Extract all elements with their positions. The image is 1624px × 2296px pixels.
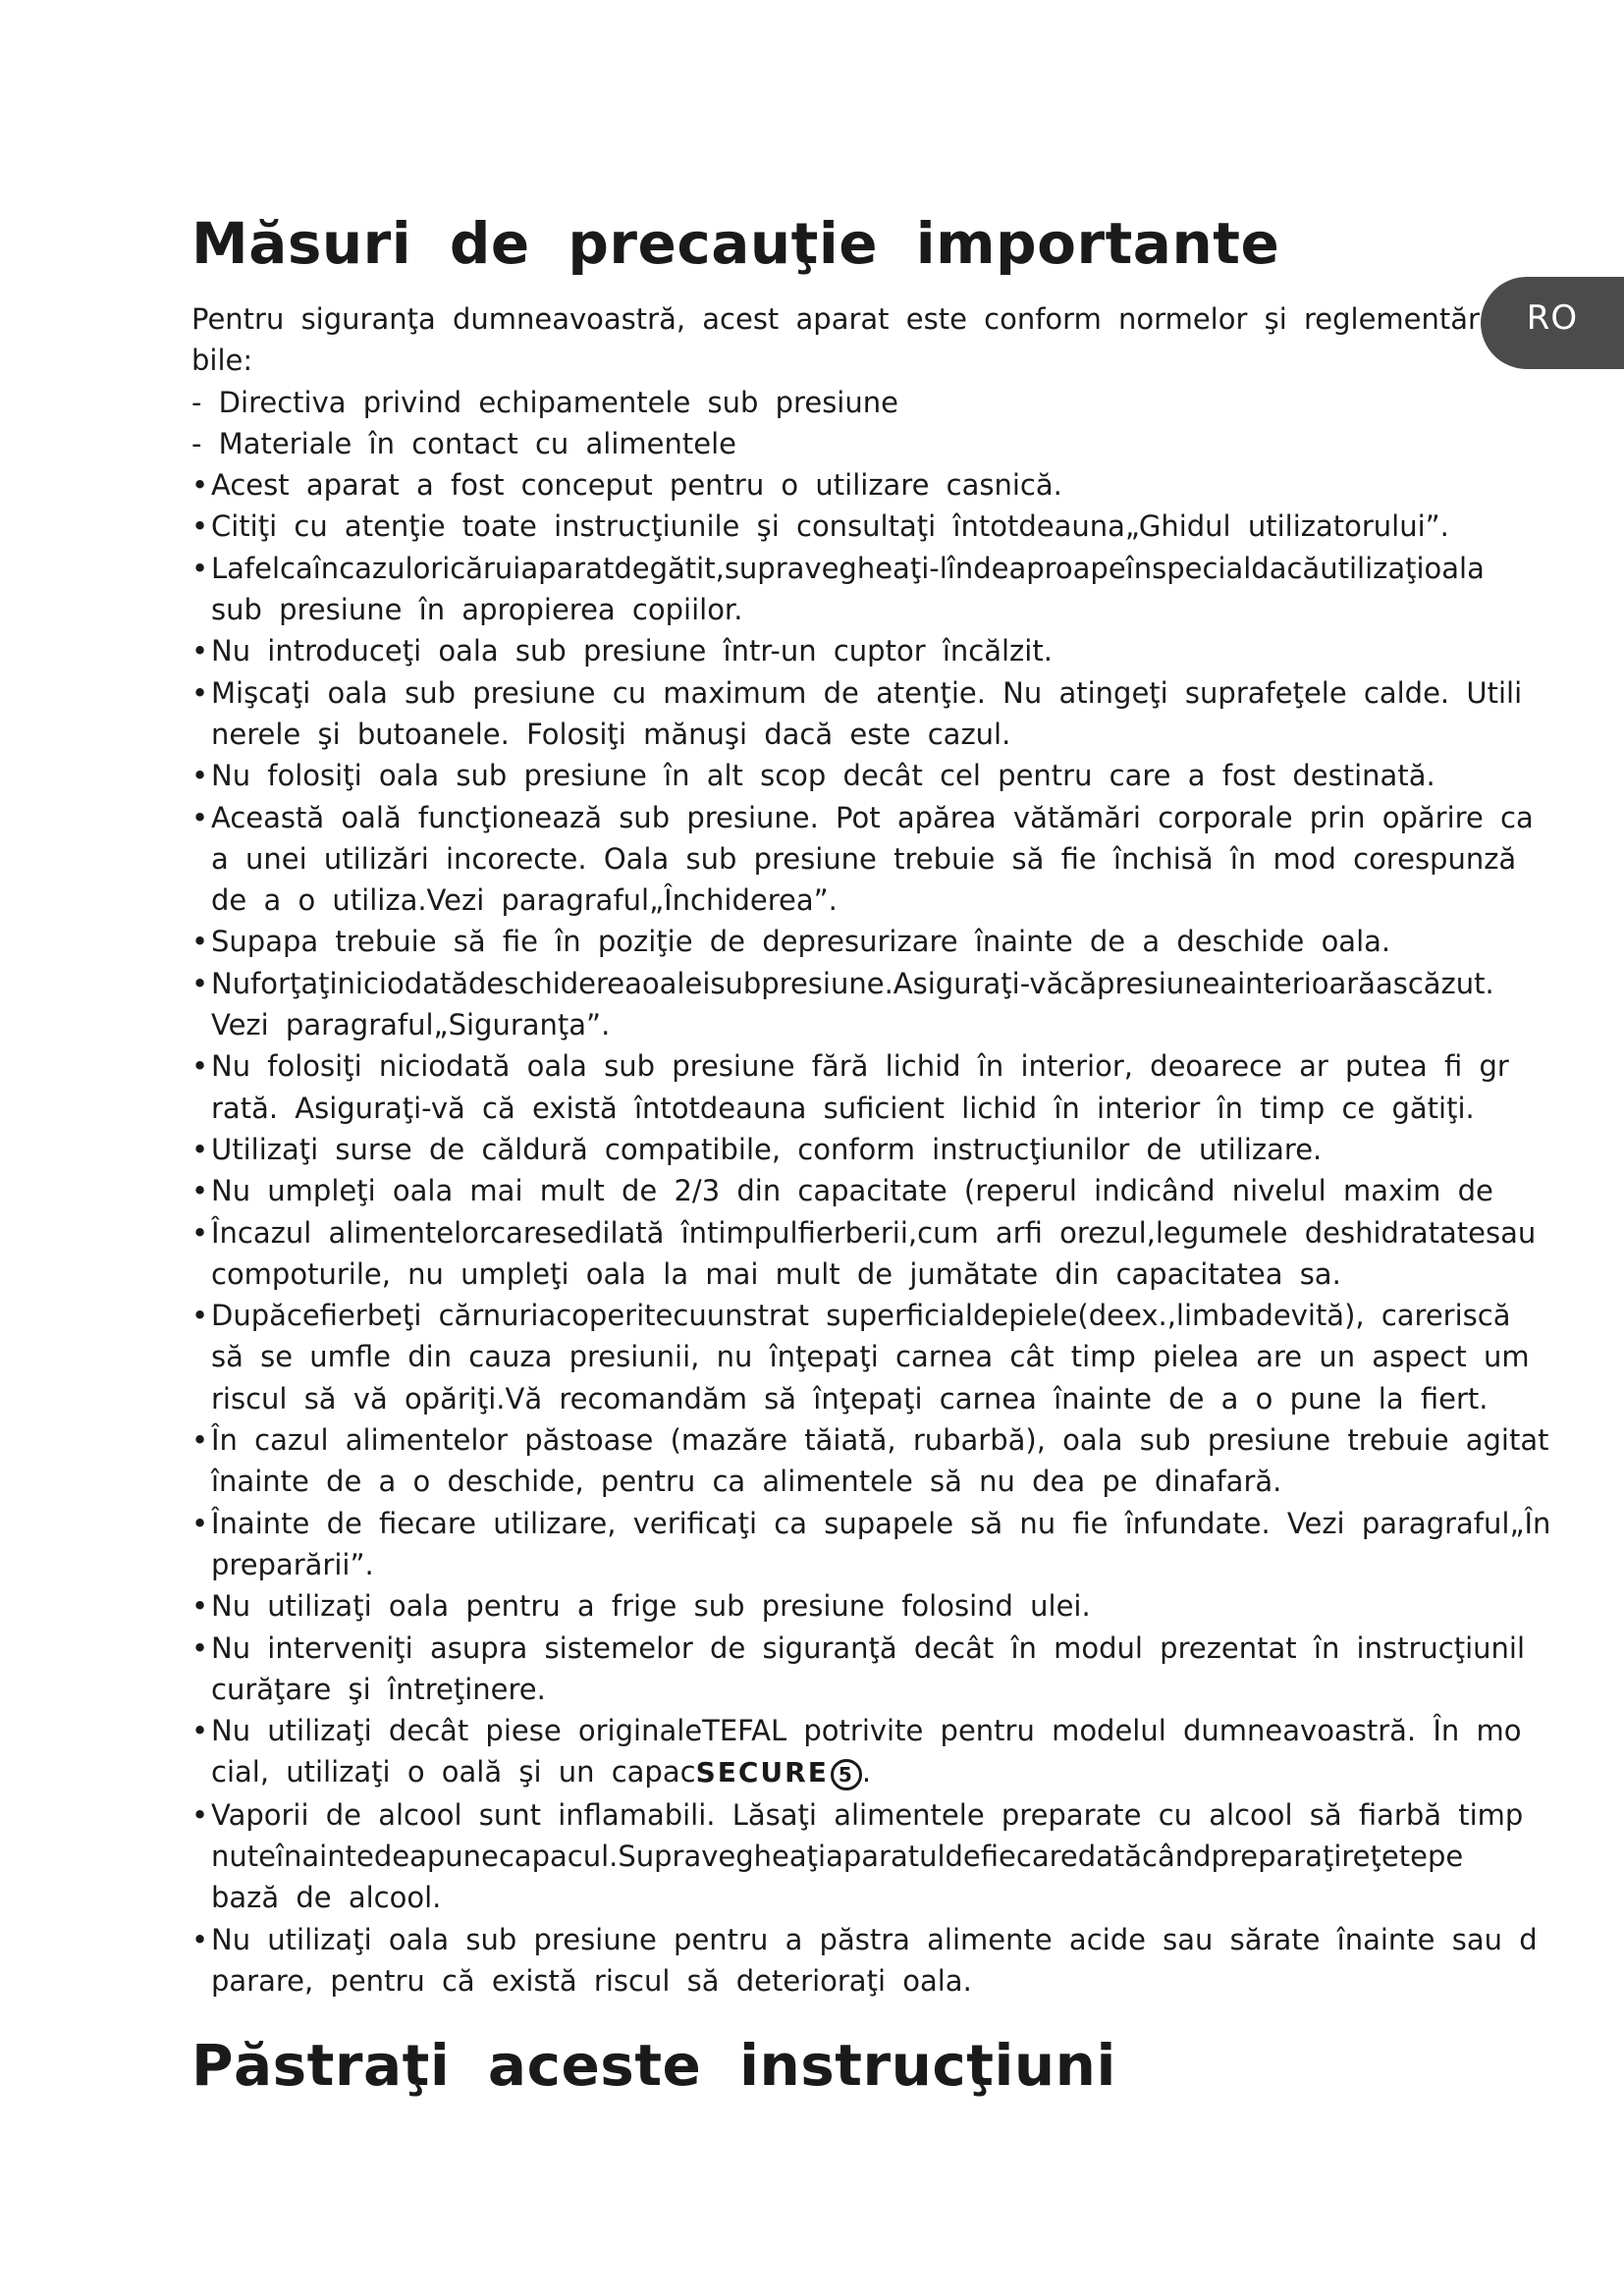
- list-item: [191, 1045, 1586, 1129]
- bullet-icon: •: [191, 1423, 209, 1458]
- list-item-line: Citiţi cu atenţie toate instrucţiunile şi consultaţi întotdeauna„Ghidul utilizatorului”.: [211, 509, 1449, 544]
- list-item-line: riscul să vă opăriţi.Vă recomandăm să înţepaţi carnea înainte de a o pune la fiert.: [211, 1381, 1489, 1415]
- list-item-line: Utilizaţi surse de căldură compatibile, conform instrucţiunilor de utilizare.: [211, 1132, 1323, 1166]
- list-item: [191, 1794, 1586, 1919]
- bullet-icon: •: [191, 966, 209, 1000]
- secure-logo-text: SECURE: [695, 1756, 829, 1789]
- directive-item: - Directiva privind echipamentele sub presiune: [191, 385, 898, 419]
- list-item-line: Nu utilizaţi oala sub presiune pentru a păstra alimente acide sau sărate înainte sau d: [211, 1922, 1538, 1956]
- list-item-line: Înainte de fiecare utilizare, verificaţi ca supapele să nu fie înfundate. Vezi paragraful„În: [211, 1506, 1551, 1540]
- instructions-body: [191, 298, 1586, 2002]
- list-item-line: Supapa trebuie să fie în poziţie de depresurizare înainte de a deschide oala.: [211, 925, 1391, 959]
- bullet-icon: •: [191, 925, 209, 959]
- list-item: [191, 963, 1586, 1046]
- intro-line: Pentru siguranţa dumneavoastră, acest aparat este conform normelor şi reglementăr: [191, 302, 1480, 336]
- list-item-line: rată. Asiguraţi-vă că există întotdeauna suficient lichid în interior în timp ce gătiţi.: [211, 1091, 1475, 1125]
- bullet-icon: •: [191, 1589, 209, 1624]
- bullet-icon: •: [191, 1215, 209, 1250]
- directive-item: - Materiale în contact cu alimentele: [191, 426, 736, 460]
- list-item-line: Acest aparat a fost conceput pentru o utilizare casnică.: [211, 468, 1062, 503]
- page-title: Măsuri de precauţie importante: [191, 210, 1280, 277]
- list-item: [191, 1503, 1586, 1586]
- list-item-line: sub presiune în apropierea copiilor.: [211, 593, 743, 627]
- list-item-line: compoturile, nu umpleţi oala la mai mult de jumătate din capacitatea sa.: [211, 1256, 1341, 1291]
- list-item: [191, 1585, 1586, 1627]
- list-item-line: Vaporii de alcool sunt inflamabili. Lăsaţi alimentele preparate cu alcool să fiarbă timp: [211, 1797, 1524, 1832]
- bullet-icon: •: [191, 1299, 209, 1333]
- list-item: [191, 672, 1586, 756]
- list-item-line: Dupăcefierbeţi cărnuriacoperitecuunstrat superficialdepiele(deex.,limbadevită), careriscă: [211, 1299, 1511, 1333]
- precautions-list: [191, 464, 1586, 2002]
- list-item-line: bază de alcool.: [211, 1881, 442, 1915]
- list-item-line: Încazul alimentelorcaresedilată întimpulfierberii,cum arfi orezul,legumele deshidratatesau: [211, 1215, 1537, 1250]
- bullet-icon: •: [191, 1630, 209, 1665]
- bullet-icon: •: [191, 800, 209, 834]
- intro-line: bile:: [191, 344, 253, 378]
- secure-logo-suffix: .: [861, 1755, 872, 1789]
- list-item: [191, 630, 1586, 671]
- list-item-line: Nu introduceţi oala sub presiune într-un cuptor încălzit.: [211, 634, 1053, 668]
- list-item: [191, 797, 1586, 922]
- list-item-line: Nu umpleţi oala mai mult de 2/3 din capacitate (reperul indicând nivelul maxim de: [211, 1174, 1493, 1208]
- list-item-line: a unei utilizări incorecte. Oala sub presiune trebuie să fie închisă în mod corespunză: [211, 841, 1517, 876]
- list-item-line: Nuforţaţiniciodatădeschidereaoaleisubpresiune.Asiguraţi-văcăpresiuneainterioarăascăzut.: [211, 966, 1494, 1000]
- bullet-icon: •: [191, 1714, 209, 1748]
- bullet-icon: •: [191, 1132, 209, 1166]
- list-item: [191, 464, 1586, 506]
- secure-logo-number: 5: [831, 1759, 862, 1790]
- list-item-line: cial, utilizaţi o oală şi un capacSECURE 5 .: [211, 1751, 1586, 1793]
- bullet-icon: •: [191, 509, 209, 544]
- list-item: [191, 1129, 1586, 1170]
- list-item-line: nuteînaintedeapunecapacul.Supravegheaţiaparatuldefiecaredatăcândpreparaţireţetepe: [211, 1839, 1464, 1873]
- list-item: [191, 1212, 1586, 1296]
- list-item-line: curăţare şi întreţinere.: [211, 1672, 546, 1706]
- list-item-line: de a o utiliza.Vezi paragraful„Închiderea”.: [211, 883, 838, 918]
- secure-logo: [696, 1752, 862, 1793]
- list-item-line: Mişcaţi oala sub presiune cu maximum de atenţie. Nu atingeţi suprafeţele calde. Utili: [211, 675, 1523, 710]
- list-item: [191, 1170, 1586, 1211]
- list-item: [191, 1628, 1586, 1711]
- language-tab-label: RO: [1526, 298, 1579, 338]
- bullet-icon: •: [191, 468, 209, 503]
- bullet-icon: •: [191, 551, 209, 585]
- list-item-line: parare, pentru că există riscul să deterioraţi oala.: [211, 1963, 972, 1998]
- list-item: [191, 506, 1586, 547]
- bullet-icon: •: [191, 1797, 209, 1832]
- list-item-line: să se umfle din cauza presiunii, nu înţepaţi carnea cât timp pielea are un aspect um: [211, 1340, 1530, 1374]
- list-item-line: Nu interveniţi asupra sistemelor de siguranţă decât în modul prezentat în instrucţiunil: [211, 1630, 1526, 1665]
- list-item: [191, 1710, 1586, 1794]
- footer-title: Păstraţi aceste instrucţiuni: [191, 2032, 1116, 2099]
- list-item-line: preparării”.: [211, 1547, 374, 1581]
- bullet-icon: •: [191, 634, 209, 668]
- bullet-icon: •: [191, 1922, 209, 1956]
- list-item-line: Această oală funcţionează sub presiune. Pot apărea vătămări corporale prin opărire ca: [211, 800, 1534, 834]
- bullet-icon: •: [191, 1049, 209, 1084]
- list-item-line: În cazul alimentelor păstoase (mazăre tăiată, rubarbă), oala sub presiune trebuie agitat: [211, 1423, 1549, 1458]
- list-item-line: Nu folosiţi niciodată oala sub presiune fără lichid în interior, deoarece ar putea fi gr: [211, 1049, 1509, 1084]
- bullet-icon: •: [191, 1174, 209, 1208]
- list-item-line: nerele şi butoanele. Folosiţi mănuşi dacă este cazul.: [211, 717, 1011, 751]
- list-item: [191, 1419, 1586, 1503]
- list-item: [191, 755, 1586, 796]
- list-item: [191, 548, 1586, 631]
- list-item-line: înainte de a o deschide, pentru ca alimentele să nu dea pe dinafară.: [211, 1465, 1282, 1499]
- list-item: [191, 1919, 1586, 2002]
- bullet-icon: •: [191, 675, 209, 710]
- bullet-icon: •: [191, 1506, 209, 1540]
- list-item-line: Nu folosiţi oala sub presiune în alt scop decât cel pentru care a fost destinată.: [211, 759, 1435, 793]
- list-item-line: Vezi paragraful„Siguranţa”.: [211, 1008, 611, 1042]
- list-item-line: Lafelcaîncazuloricăruiaparatdegătit,supravegheaţi-lîndeaproapeînspecialdacăutilizaţioala: [211, 551, 1485, 585]
- bullet-icon: •: [191, 759, 209, 793]
- list-item-line: Nu utilizaţi oala pentru a frige sub presiune folosind ulei.: [211, 1589, 1091, 1624]
- list-item-line: Nu utilizaţi decât piese originaleTEFAL potrivite pentru modelul dumneavoastră. În mo: [211, 1714, 1522, 1748]
- list-item: [191, 1295, 1586, 1419]
- list-item: [191, 921, 1586, 962]
